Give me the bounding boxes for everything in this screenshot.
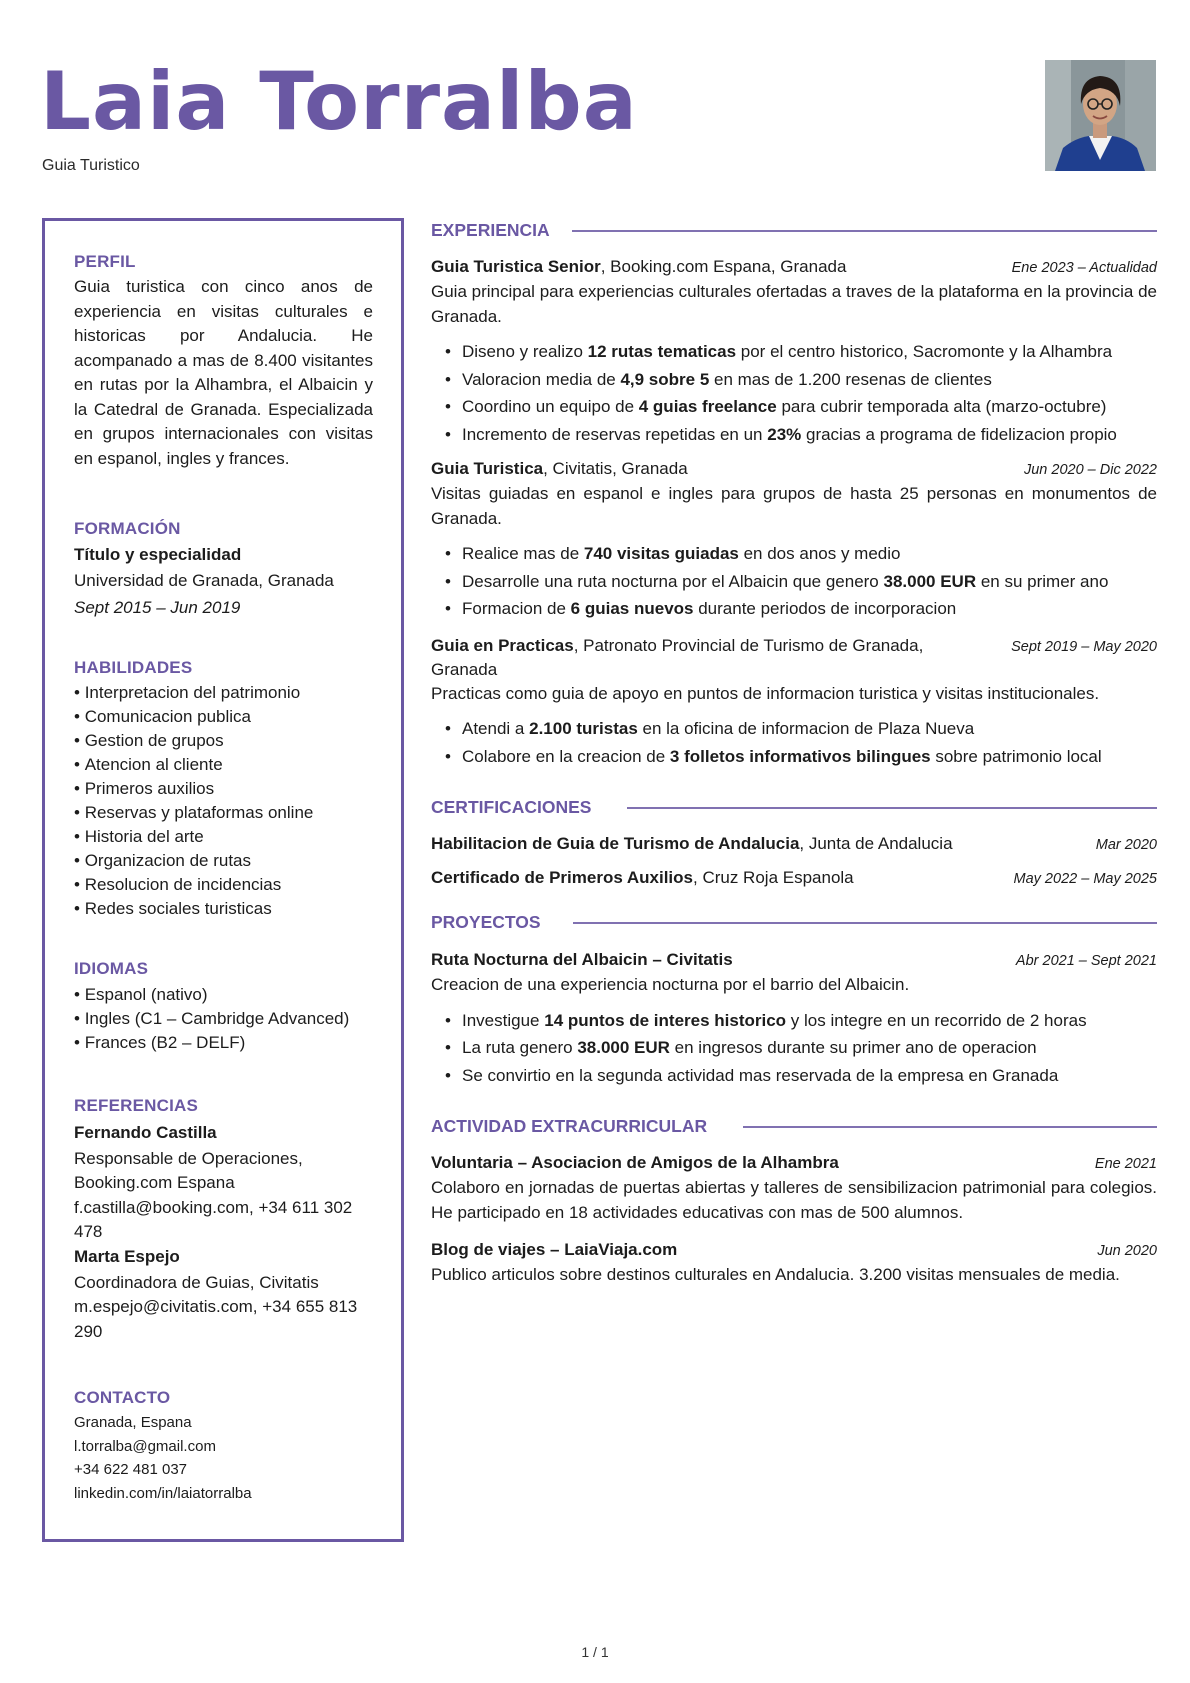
section-header-actividad bbox=[431, 1115, 1157, 1137]
section-idiomas bbox=[74, 958, 373, 1055]
job-entry bbox=[431, 634, 1157, 770]
job-title: Guia Turistica bbox=[431, 459, 544, 478]
section-title-perfil: PERFIL bbox=[74, 252, 136, 271]
job-dates: Jun 2020 – Dic 2022 bbox=[1023, 462, 1157, 478]
language-item: • Ingles (C1 – Cambridge Advanced) bbox=[74, 1007, 373, 1031]
skill-item: • Atencion al cliente bbox=[74, 753, 373, 777]
project-dates: Abr 2021 – Sept 2021 bbox=[1015, 953, 1157, 969]
job-bullets bbox=[445, 542, 1157, 622]
project-bullet: • Se convirtio en la segunda actividad mas reservada de la empresa en Granada bbox=[445, 1064, 1157, 1089]
activity-description: Publico articulos sobre destinos culturales en Andalucia. 3.200 visitas mensuales de media. bbox=[431, 1265, 1120, 1284]
reference-contact: m.espejo@civitatis.com, +34 655 813 290 bbox=[74, 1297, 358, 1341]
language-item: • Espanol (nativo) bbox=[74, 983, 373, 1007]
section-header-experiencia bbox=[431, 219, 1157, 241]
job-dates: Ene 2023 – Actualidad bbox=[1011, 260, 1157, 276]
job-bullets bbox=[445, 340, 1157, 447]
page-number: 1 / 1 bbox=[581, 1644, 609, 1660]
contact-email: l.torralba@gmail.com bbox=[74, 1437, 216, 1455]
reference-position: Coordinadora de Guias, Civitatis bbox=[74, 1272, 319, 1292]
activity-dates: Jun 2020 bbox=[1097, 1243, 1157, 1259]
section-contacto bbox=[74, 1387, 373, 1505]
project-bullets bbox=[445, 1009, 1157, 1089]
project-title: Ruta Nocturna del Albaicin – Civitatis bbox=[431, 950, 733, 969]
section-title-actividad: ACTIVIDAD EXTRACURRICULAR bbox=[431, 1115, 743, 1137]
job-bullet: • Coordino un equipo de 4 guias freelance para cubrir temporada alta (marzo-octubre) bbox=[445, 395, 1157, 420]
reference-name: Marta Espejo bbox=[74, 1246, 180, 1266]
certification-org: , Junta de Andalucia bbox=[799, 834, 953, 853]
skill-item: • Gestion de grupos bbox=[74, 729, 373, 753]
section-formacion bbox=[74, 518, 373, 620]
job-bullet: • Valoracion media de 4,9 sobre 5 en mas de 1.200 resenas de clientes bbox=[445, 368, 1157, 393]
language-item: • Frances (B2 – DELF) bbox=[74, 1031, 373, 1055]
candidate-name: Laia Torralba bbox=[40, 55, 638, 148]
degree-title: Título y especialidad bbox=[74, 545, 242, 564]
section-title-formacion: FORMACIÓN bbox=[74, 519, 181, 538]
job-bullet: • Desarrolle una ruta nocturna por el Albaicin que genero 38.000 EUR en su primer ano bbox=[445, 570, 1157, 595]
job-bullet: • Atendi a 2.100 turistas en la oficina de informacion de Plaza Nueva bbox=[445, 717, 1157, 742]
job-dates: Sept 2019 – May 2020 bbox=[1011, 638, 1157, 655]
section-referencias bbox=[74, 1095, 373, 1345]
job-bullet: • Formacion de 6 guias nuevos durante periodos de incorporacion bbox=[445, 597, 1157, 622]
job-description: Visitas guiadas en espanol e ingles para grupos de hasta 25 personas en monumentos de Granada. bbox=[431, 484, 1157, 528]
school-name: Universidad de Granada, Granada bbox=[74, 571, 334, 590]
activity-title: Blog de viajes – LaiaViaja.com bbox=[431, 1240, 678, 1259]
section-habilidades bbox=[74, 657, 373, 921]
section-title-idiomas: IDIOMAS bbox=[74, 958, 149, 978]
contact-location: Granada, Espana bbox=[74, 1414, 192, 1431]
skill-item: • Interpretacion del patrimonio bbox=[74, 681, 373, 705]
skill-item: • Primeros auxilios bbox=[74, 777, 373, 801]
job-entry bbox=[431, 457, 1157, 622]
job-bullet: • Diseno y realizo 12 rutas tematicas por el centro historico, Sacromonte y la Alhambra bbox=[445, 340, 1157, 365]
project-bullet: • La ruta genero 38.000 EUR en ingresos durante su primer ano de operacion bbox=[445, 1036, 1157, 1061]
job-org: , Booking.com Espana, Granada bbox=[600, 257, 847, 276]
certification-dates: Mar 2020 bbox=[1095, 837, 1157, 853]
certification-dates: May 2022 – May 2025 bbox=[1013, 871, 1157, 887]
section-title-referencias: REFERENCIAS bbox=[74, 1095, 199, 1115]
reference-contact: f.castilla@booking.com, +34 611 302 478 bbox=[74, 1197, 353, 1241]
skill-item: • Resolucion de incidencias bbox=[74, 873, 373, 897]
job-title: Guia en Practicas bbox=[431, 635, 574, 655]
certification-title: Habilitacion de Guia de Turismo de Andalucia bbox=[431, 834, 800, 853]
job-bullet: • Colabore en la creacion de 3 folletos informativos bilingues sobre patrimonio local bbox=[445, 745, 1157, 770]
job-entry bbox=[431, 255, 1157, 447]
section-title-proyectos: PROYECTOS bbox=[431, 911, 573, 933]
section-title-certificaciones: CERTIFICACIONES bbox=[431, 796, 627, 818]
contact-phone: +34 622 481 037 bbox=[74, 1461, 188, 1478]
job-description: Practicas como guia de apoyo en puntos de informacion turistica y visitas institucionales. bbox=[431, 683, 1100, 703]
job-description: Guia principal para experiencias culturales ofertadas a traves de la plataforma en la provincia de Granada. bbox=[431, 282, 1157, 326]
job-org: , Patronato Provincial de Turismo de Granada, Granada bbox=[431, 635, 924, 679]
reference-name: Fernando Castilla bbox=[74, 1122, 217, 1142]
section-header-certificaciones bbox=[431, 796, 1157, 818]
skills-list bbox=[74, 681, 373, 921]
certification-title: Certificado de Primeros Auxilios bbox=[431, 868, 693, 887]
section-title-experiencia: EXPERIENCIA bbox=[431, 219, 572, 241]
section-header-proyectos bbox=[431, 911, 1157, 933]
contact-linkedin: linkedin.com/in/laiatorralba bbox=[74, 1484, 252, 1502]
activity-title: Voluntaria – Asociacion de Amigos de la Alhambra bbox=[431, 1153, 839, 1172]
section-perfil bbox=[74, 251, 373, 471]
skill-item: • Reservas y plataformas online bbox=[74, 801, 373, 825]
skill-item: • Comunicacion publica bbox=[74, 705, 373, 729]
reference-position: Responsable de Operaciones, Booking.com Espana bbox=[74, 1148, 303, 1192]
section-title-contacto: CONTACTO bbox=[74, 1388, 171, 1407]
job-bullet: • Incremento de reservas repetidas en un 23% gracias a programa de fidelizacion propio bbox=[445, 423, 1157, 448]
skill-item: • Organizacion de rutas bbox=[74, 849, 373, 873]
certification-entry bbox=[431, 832, 1157, 857]
section-title-habilidades: HABILIDADES bbox=[74, 657, 193, 677]
job-bullets bbox=[445, 717, 1157, 769]
project-bullet: • Investigue 14 puntos de interes historico y los integre en un recorrido de 2 horas bbox=[445, 1009, 1157, 1034]
activity-entry bbox=[431, 1151, 1157, 1225]
education-dates: Sept 2015 – Jun 2019 bbox=[74, 597, 241, 617]
profile-photo bbox=[1045, 60, 1156, 171]
job-title: Guia Turistica Senior bbox=[431, 257, 601, 276]
candidate-role: Guia Turistico bbox=[42, 157, 140, 174]
main-column bbox=[431, 219, 1157, 1288]
job-org: , Civitatis, Granada bbox=[543, 459, 688, 478]
profile-summary: Guia turistica con cinco anos de experiencia en visitas culturales e historicas por Andalucia. He acompanado a mas de 8.400 visitantes en rutas por la Alhambra, el Albaicin y la Catedral de Granada. Especializada en grupos internacionales con visitas en espanol, ingles y frances. bbox=[74, 277, 373, 468]
sidebar bbox=[42, 218, 404, 1542]
activity-description: Colaboro en jornadas de puertas abiertas y talleres de sensibilizacion patrimonial para colegios. He participado en 18 actividades educativas con mas de 500 alumnos. bbox=[431, 1178, 1157, 1222]
activity-dates: Ene 2021 bbox=[1094, 1156, 1157, 1172]
certification-entry bbox=[431, 866, 1157, 891]
certification-org: , Cruz Roja Espanola bbox=[693, 868, 854, 887]
project-description: Creacion de una experiencia nocturna por el barrio del Albaicin. bbox=[431, 975, 910, 994]
skill-item: • Redes sociales turisticas bbox=[74, 897, 373, 921]
activity-entry bbox=[431, 1238, 1157, 1288]
job-bullet: • Realice mas de 740 visitas guiadas en dos anos y medio bbox=[445, 542, 1157, 567]
skill-item: • Historia del arte bbox=[74, 825, 373, 849]
project-entry bbox=[431, 948, 1157, 1088]
languages-list bbox=[74, 983, 373, 1055]
